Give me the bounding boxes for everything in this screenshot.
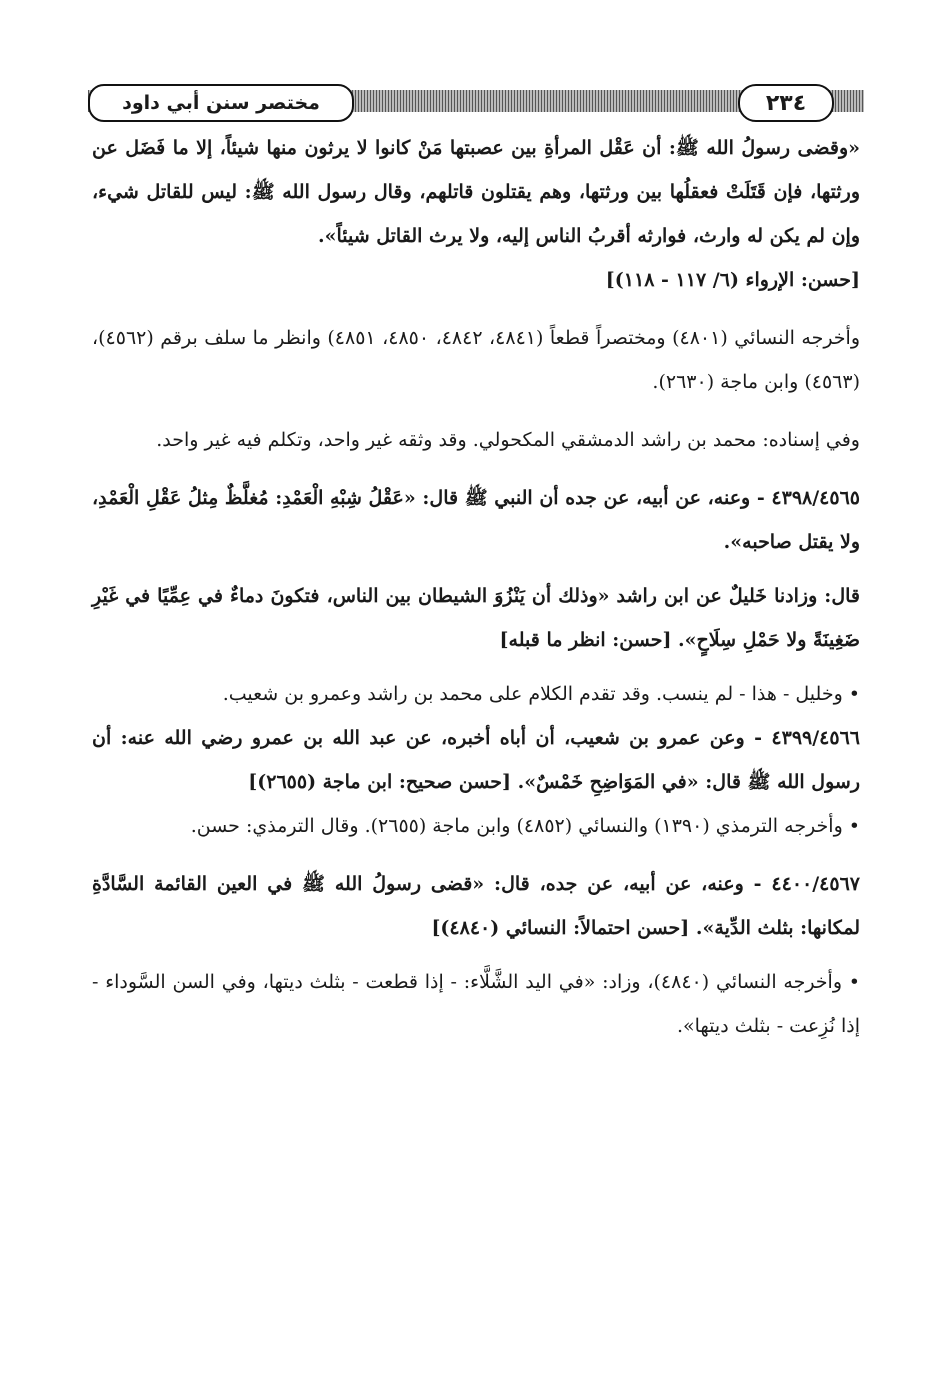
commentary-paragraph: • وخليل - هذا - لم ينسب. وقد تقدم الكلام على محمد بن راشد وعمرو بن شعيب. (222, 683, 860, 705)
hadith-entry-4565: ٤٣٩٨/٤٥٦٥ - وعنه، عن أبيه، عن جده أن النبي ﷺ قال: «عَقْلُ شِبْهِ الْعَمْدِ: مُغلَّظٌ مِثلُ عَقْلِ الْعَمْدِ، ولا يقتل صاحبه». (92, 487, 860, 553)
book-title: مختصر سنن أبي داود (88, 84, 354, 122)
hadith-entry-4566: ٤٣٩٩/٤٥٦٦ - وعن عمرو بن شعيب، أن أباه أخبره، عن عبد الله بن عمرو رضي الله عنه: أن رسول الله ﷺ قال: «في المَوَاضِحِ خَمْسٌ». [حسن صحيح: ابن ماجة (٢٦٥٥)] (92, 727, 860, 793)
commentary-paragraph: • وأخرجه النسائي (٤٨٤٠)، وزاد: «في اليد الشَّلَّاء: - إذا قطعت - بثلث ديتها، وفي السن السَّوداء - إذا نُزِعت - بثلث ديتها». (92, 971, 860, 1037)
hadith-text: «وقضى رسولُ الله ﷺ: أن عَقْل المرأةِ بين عصبتها مَنْ كانوا لا يرثون منها شيئاً، إلا ما فَضَل عن ورثتها، فإن قَتَلَتْ فعقلُها بين ورثتها، وهم يقتلون قاتلهم، وقال رسول الله ﷺ: ليس للقاتل شيء، وإن لم يكن له وارث، فوارثه أقربُ الناس إليه، ولا يرث القاتل شيئاً». (92, 137, 860, 247)
hadith-entry-4567: ٤٤٠٠/٤٥٦٧ - وعنه، عن أبيه، عن جده، قال: «قضى رسولُ الله ﷺ في العين القائمة السَّادَّةِ لمكانها: بثلث الدِّية». [حسن احتمالاً: النسائي (٤٨٤٠)] (92, 873, 860, 939)
page-body (92, 126, 860, 1048)
page-header (88, 84, 864, 120)
commentary-paragraph: وفي إسناده: محمد بن راشد الدمشقي المكحولي. وقد وثقه غير واحد، وتكلم فيه غير واحد. (156, 429, 860, 451)
page-number: ٢٣٤ (738, 84, 834, 122)
hadith-addition: قال: وزادنا خَليلٌ عن ابن راشد «وذلك أن يَنْزُوَ الشيطان بين الناس، فتكونَ دماءٌ في عِمِّيًا في غَيْرِ ضَغِينَةً ولا حَمْلِ سِلَاحٍ». [حسن: انظر ما قبله] (92, 585, 860, 651)
hadith-grading: [حسن: الإرواء (٦/ ١١٧ - ١١٨)] (605, 269, 860, 291)
commentary-paragraph: • وأخرجه الترمذي (١٣٩٠) والنسائي (٤٨٥٢) وابن ماجة (٢٦٥٥). وقال الترمذي: حسن. (190, 815, 860, 837)
commentary-paragraph: وأخرجه النسائي (٤٨٠١) ومختصراً قطعاً (٤٨٤١، ٤٨٤٢، ٤٨٥٠، ٤٨٥١) وانظر ما سلف برقم (٤٥٦٢)، (٤٥٦٣) وابن ماجة (٢٦٣٠). (92, 327, 860, 393)
